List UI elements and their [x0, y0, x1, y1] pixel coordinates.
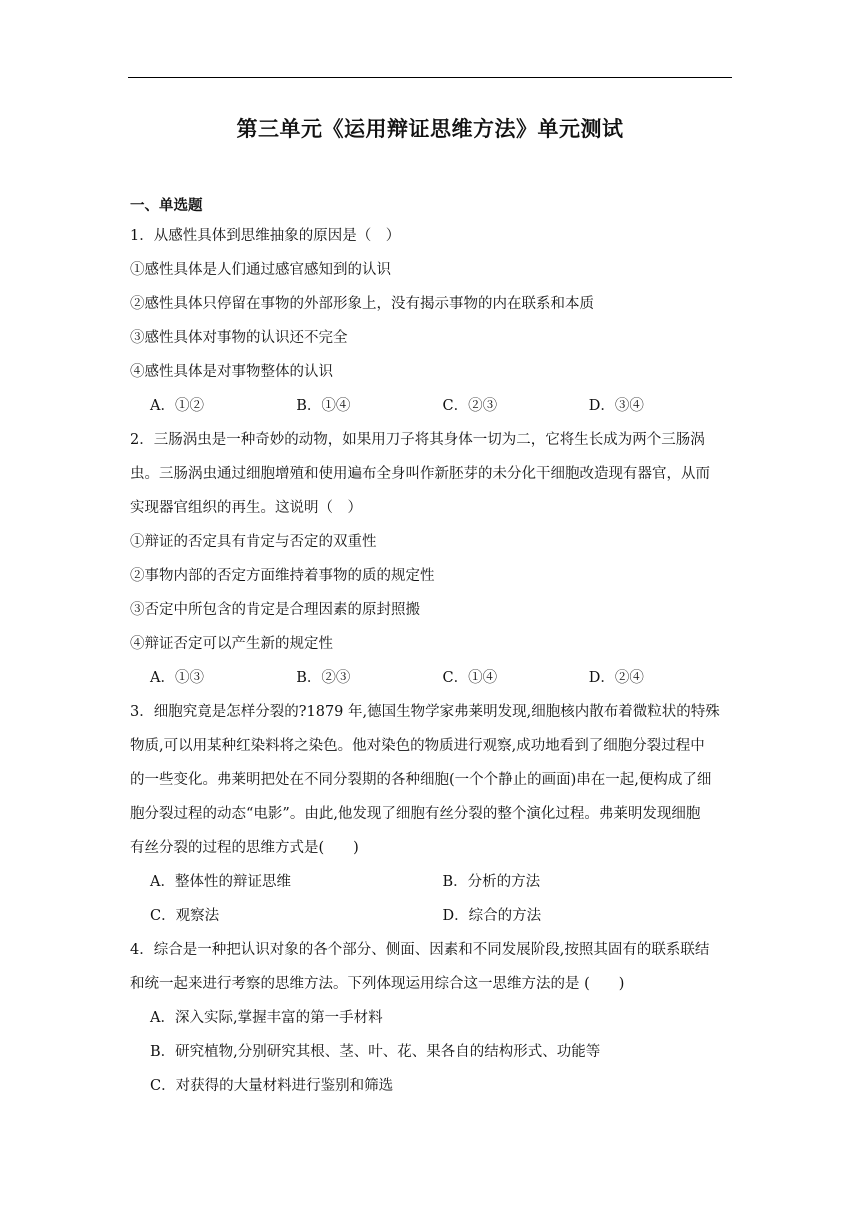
statement-item: ④感性具体是对事物整体的认识	[130, 364, 333, 380]
option-b[interactable]: B．研究植物,分别研究其根、茎、叶、花、果各自的结构形式、功能等	[150, 1044, 601, 1060]
option-c[interactable]: C．观察法	[150, 908, 220, 924]
option-c[interactable]: C．①④	[442, 670, 498, 686]
option-a[interactable]: A．深入实际,掌握丰富的第一手材料	[150, 1010, 383, 1026]
option-c[interactable]: C．②③	[442, 398, 498, 414]
page-title: 第三单元《运用辩证思维方法》单元测试	[236, 116, 624, 141]
question-stem: 3．细胞究竟是怎样分裂的?1879 年,德国生物学家弗莱明发现,细胞核内散布着微粒状的特殊	[130, 704, 720, 720]
statement-item: ①感性具体是人们通过感官感知到的认识	[130, 262, 391, 278]
option-a[interactable]: A．整体性的辩证思维	[150, 874, 291, 890]
statement-item: ④辩证否定可以产生新的规定性	[130, 636, 333, 652]
question-stem: 1．从感性具体到思维抽象的原因是（ ）	[130, 228, 401, 244]
section-heading: 一、单选题	[130, 197, 203, 214]
option-d[interactable]: D．综合的方法	[442, 908, 542, 924]
question-2	[130, 423, 735, 695]
option-b[interactable]: B．②③	[296, 670, 351, 686]
question-4	[130, 933, 735, 1103]
option-c[interactable]: C．对获得的大量材料进行鉴别和筛选	[150, 1078, 394, 1094]
question-stem: 胞分裂过程的动态“电影”。由此,他发现了细胞有丝分裂的整个演化过程。弗莱明发现细胞	[130, 806, 701, 822]
statement-item: ②感性具体只停留在事物的外部形象上，没有揭示事物的内在联系和本质	[130, 296, 594, 312]
option-d[interactable]: D．③④	[588, 398, 644, 414]
question-stem: 2．三肠涡虫是一种奇妙的动物，如果用刀子将其身体一切为二，它将生长成为两个三肠涡	[130, 432, 705, 448]
option-a[interactable]: A．①③	[150, 670, 204, 686]
answer-options	[130, 899, 735, 933]
answer-options	[130, 661, 735, 695]
document-body	[130, 193, 735, 1103]
statement-item: ②事物内部的否定方面维持着事物的质的规定性	[130, 568, 435, 584]
option-b[interactable]: B．①④	[296, 398, 351, 414]
statement-item: ③感性具体对事物的认识还不完全	[130, 330, 348, 346]
question-stem: 物质,可以用某种红染料将之染色。他对染色的物质进行观察,成功地看到了细胞分裂过程中	[130, 738, 705, 754]
answer-options	[130, 389, 735, 423]
question-stem: 和统一起来进行考察的思维方法。下列体现运用综合这一思维方法的是 ( )	[130, 976, 625, 992]
statement-item: ③否定中所包含的肯定是合理因素的原封照搬	[130, 602, 420, 618]
question-stem: 4．综合是一种把认识对象的各个部分、侧面、因素和不同发展阶段,按照其固有的联系联结	[130, 942, 710, 958]
header-rule	[128, 77, 732, 78]
question-1	[130, 219, 735, 423]
option-b[interactable]: B．分析的方法	[442, 874, 541, 890]
question-stem: 的一些变化。弗莱明把处在不同分裂期的各种细胞(一个个静止的画面)串在一起,便构成了细	[130, 772, 712, 788]
answer-options	[130, 865, 735, 899]
question-stem: 有丝分裂的过程的思维方式是( )	[130, 840, 359, 856]
option-a[interactable]: A．①②	[150, 398, 204, 414]
question-3	[130, 695, 735, 933]
option-d[interactable]: D．②④	[588, 670, 644, 686]
question-stem: 虫。三肠涡虫通过细胞增殖和使用遍布全身叫作新胚芽的未分化干细胞改造现有器官，从而	[130, 466, 710, 482]
question-stem: 实现器官组织的再生。这说明（ ）	[130, 500, 362, 516]
statement-item: ①辩证的否定具有肯定与否定的双重性	[130, 534, 377, 550]
